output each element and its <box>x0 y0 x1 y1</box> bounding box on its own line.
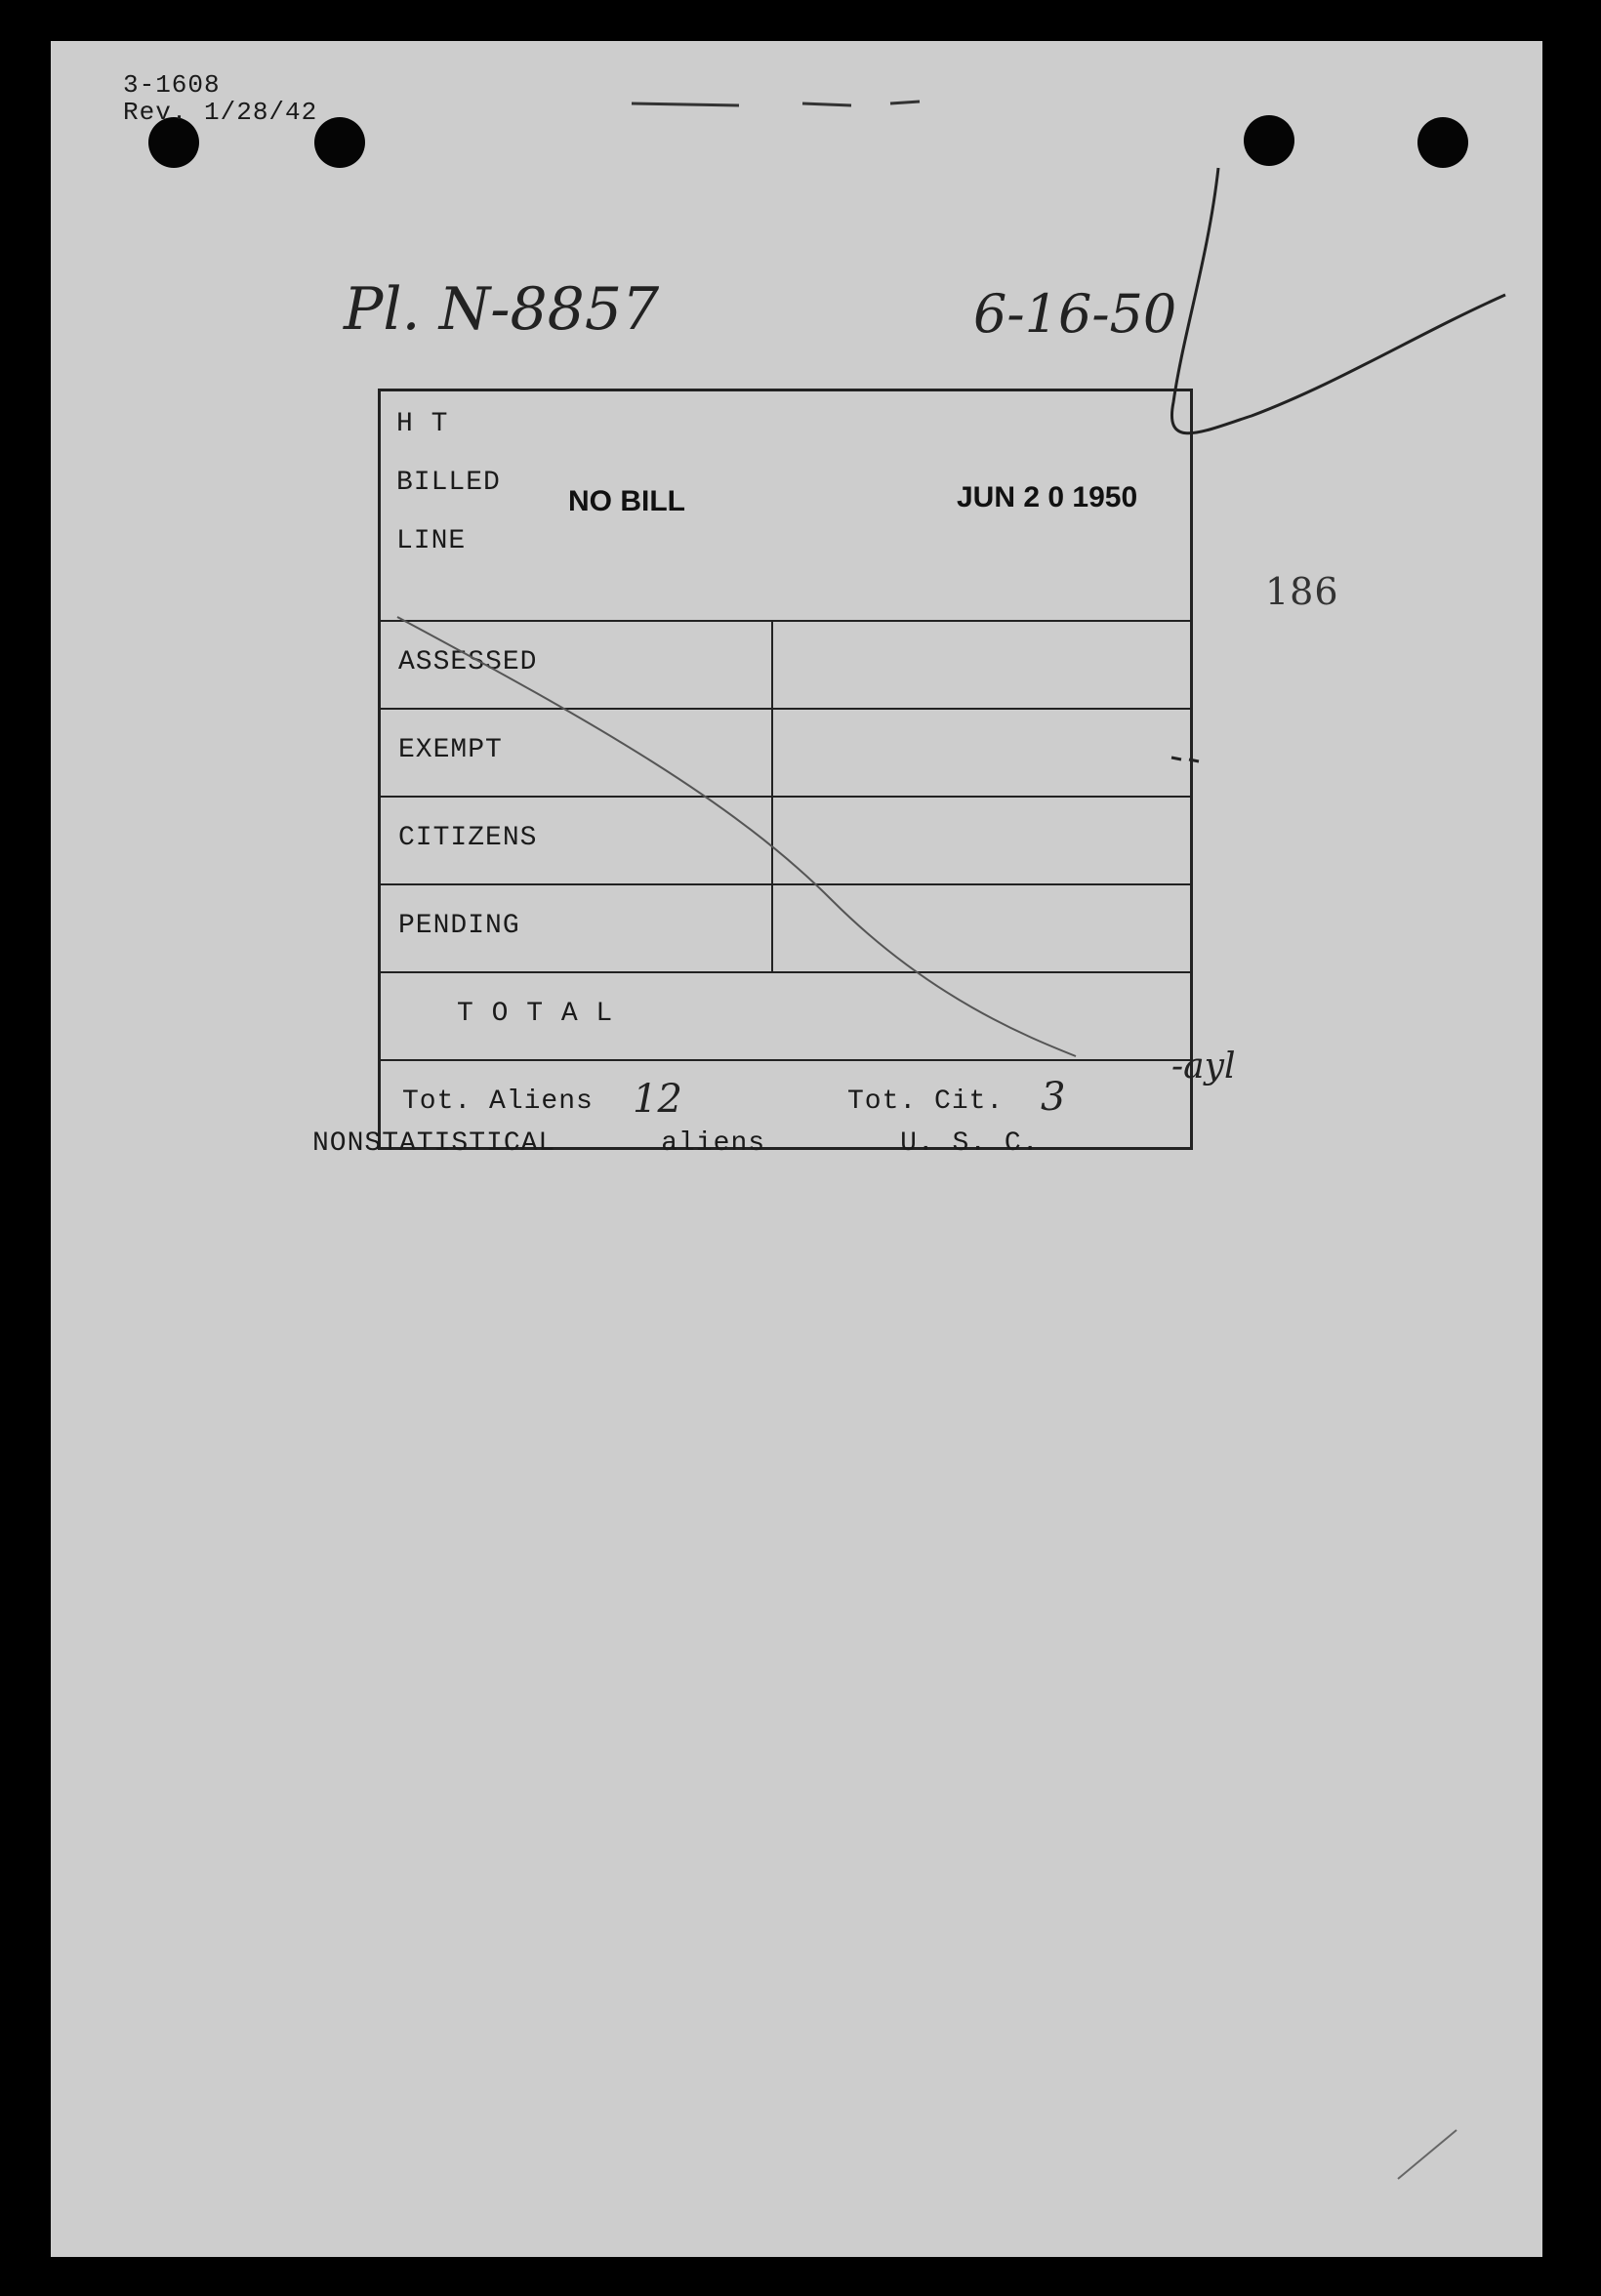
handwritten-initials: -ayl <box>1171 1046 1236 1086</box>
aliens-label: aliens <box>661 1128 766 1159</box>
row-label-pending: PENDING <box>398 911 520 941</box>
header-line-ht: H T <box>396 409 449 439</box>
strike-through-line <box>397 617 1076 1056</box>
document-page <box>51 41 1542 2257</box>
row-label-assessed: ASSESSED <box>398 647 538 677</box>
total-citizens-value: 3 <box>1041 1075 1066 1120</box>
pencil-marks <box>51 41 1542 2257</box>
corner-mark <box>1398 2130 1457 2179</box>
handwritten-date: 6-16-50 <box>973 283 1177 345</box>
form-revision: Rev. 1/28/42 <box>123 98 318 127</box>
nonstatistical-label: NONSTATISTICAL <box>312 1128 556 1159</box>
total-citizens-label: Tot. Cit. <box>847 1086 1005 1117</box>
header-line-billed: BILLED <box>396 468 501 498</box>
check-mark-curve <box>1171 168 1505 433</box>
header-line-line: LINE <box>396 526 467 556</box>
handwritten-reference: Pl. N-8857 <box>344 275 660 344</box>
top-smudge <box>632 102 920 105</box>
usc-label: U. S. C. <box>900 1128 1040 1159</box>
total-aliens-label: Tot. Aliens <box>402 1086 594 1117</box>
row-label-citizens: CITIZENS <box>398 823 538 853</box>
total-aliens-value: 12 <box>633 1077 682 1122</box>
page-number: 186 <box>1265 570 1339 613</box>
row-label-exempt: EXEMPT <box>398 735 503 765</box>
date-stamp: JUN 2 0 1950 <box>957 481 1138 513</box>
small-mark <box>1171 758 1199 761</box>
no-bill-stamp: NO BILL <box>568 485 685 517</box>
total-label: T O T A L <box>457 999 614 1029</box>
form-number: 3-1608 <box>123 70 221 100</box>
